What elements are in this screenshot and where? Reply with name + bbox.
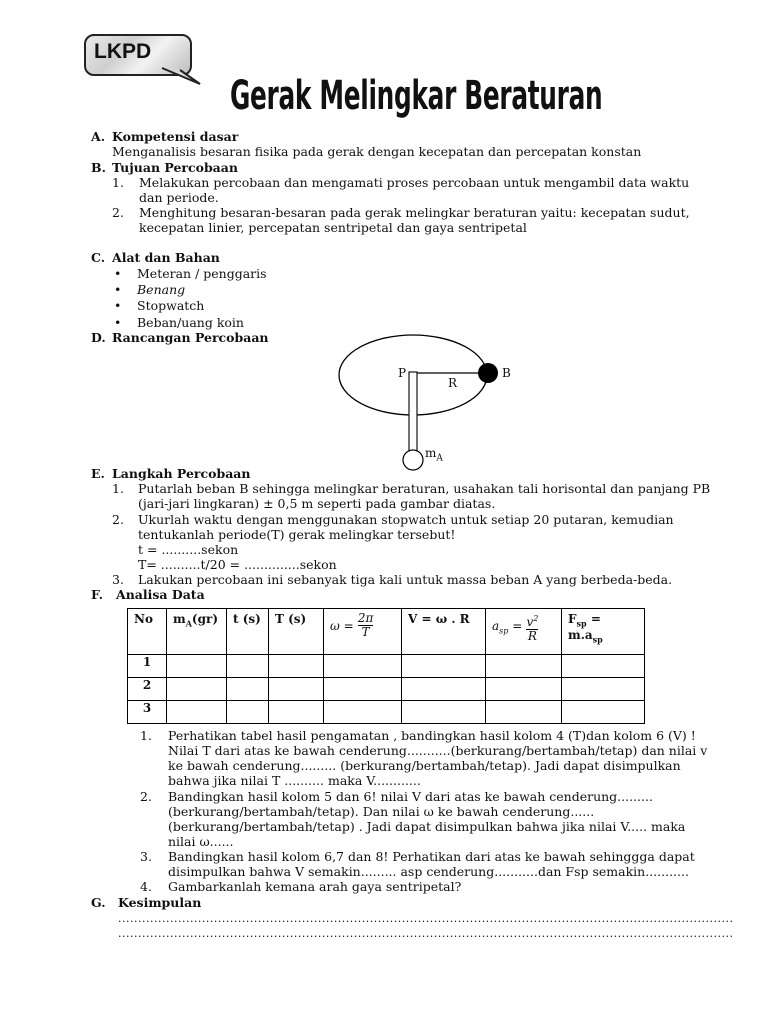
table-header-cell: V = ω . R bbox=[402, 609, 486, 655]
table-header-cell: ω = $\frac{2\pi}{T}$ bbox=[324, 609, 402, 655]
question-number: 2. bbox=[140, 789, 152, 804]
section-c-letter: C. bbox=[91, 250, 106, 265]
list-item: Benang bbox=[137, 282, 186, 297]
conclusion-line[interactable]: .......................................................................................................................................................... bbox=[118, 927, 734, 940]
table-header-row bbox=[128, 609, 645, 655]
list-item: Beban/uang koin bbox=[137, 315, 244, 330]
list-item-number: 1. bbox=[112, 481, 124, 496]
table-header-cell: t (s) bbox=[227, 609, 269, 655]
table-cell[interactable] bbox=[227, 655, 269, 678]
table-cell[interactable] bbox=[269, 678, 324, 701]
question-text: Bandingkan hasil kolom 5 dan 6! nilai V dari atas ke bawah cenderung......... bbox=[168, 789, 653, 804]
list-item-text: tentukanlah periode(T) gerak melingkar tersebut! bbox=[138, 527, 456, 542]
table-cell[interactable] bbox=[324, 701, 402, 724]
question-number: 4. bbox=[140, 879, 152, 894]
table-row bbox=[128, 655, 645, 678]
question-number: 3. bbox=[140, 849, 152, 864]
section-g-letter: G. bbox=[91, 895, 106, 910]
table-cell[interactable] bbox=[402, 678, 486, 701]
question-text: ke bawah cenderung......... (berkurang/bertambah/tetap). Jadi dapat disimpulkan bbox=[168, 758, 681, 773]
list-item-text: Menghitung besaran-besaran pada gerak melingkar beraturan yaitu: kecepatan sudut, bbox=[139, 205, 690, 220]
section-c-title: Alat dan Bahan bbox=[112, 250, 220, 265]
table-header-cell: $m_A(gr)$ bbox=[167, 609, 227, 655]
question-text: Nilai T dari atas ke bawah cenderung...........(berkurang/bertambah/tetap) dan nilai v bbox=[168, 743, 708, 758]
bullet-icon: • bbox=[114, 298, 122, 313]
badge-label: LKPD bbox=[94, 40, 152, 63]
list-item-text: Putarlah beban B sehingga melingkar beraturan, usahakan tali horisontal dan panjang PB bbox=[138, 481, 711, 496]
list-item: Stopwatch bbox=[137, 298, 205, 313]
table-cell[interactable] bbox=[562, 678, 645, 701]
table-header-cell: T (s) bbox=[269, 609, 324, 655]
section-e-letter: E. bbox=[91, 466, 105, 481]
list-item-text: Melakukan percobaan dan mengamati proses percobaan untuk mengambil data waktu bbox=[139, 175, 690, 190]
section-f-letter: F. bbox=[91, 587, 103, 602]
list-item-text: kecepatan linier, percepatan sentripetal dan gaya sentripetal bbox=[139, 220, 527, 235]
list-item-text: Lakukan percobaan ini sebanyak tiga kali untuk massa beban A yang berbeda-beda. bbox=[138, 572, 673, 587]
diagram-label-p: P bbox=[398, 366, 407, 380]
section-d-letter: D. bbox=[91, 330, 106, 345]
table-header-cell: $a_{sp}$ = $\frac{v^2}{R}$ bbox=[486, 609, 562, 655]
question-number: 1. bbox=[140, 728, 152, 743]
page-title: Gerak Melingkar Beraturan bbox=[230, 73, 603, 119]
bullet-icon: • bbox=[114, 282, 122, 297]
section-f-title: Analisa Data bbox=[116, 587, 205, 602]
table-cell[interactable] bbox=[227, 701, 269, 724]
bullet-icon: • bbox=[114, 315, 122, 330]
section-b-title: Tujuan Percobaan bbox=[112, 160, 238, 175]
list-item-text: t = ..........sekon bbox=[138, 542, 239, 557]
list-item-text: T= ..........t/20 = ..............sekon bbox=[138, 557, 337, 572]
question-text: nilai ω...... bbox=[168, 834, 234, 849]
section-g-title: Kesimpulan bbox=[118, 895, 202, 910]
list-item-number: 1. bbox=[112, 175, 124, 190]
table-cell: 3 bbox=[128, 701, 167, 724]
table-cell[interactable] bbox=[486, 701, 562, 724]
analysis-table bbox=[127, 608, 645, 724]
diagram-label-b: B bbox=[502, 366, 511, 380]
table-header-cell: $F_{sp} = m.a_{sp}$ bbox=[562, 609, 645, 655]
table-cell[interactable] bbox=[167, 655, 227, 678]
question-text: (berkurang/bertambah/tetap) . Jadi dapat disimpulkan bahwa jika nilai V..... maka bbox=[168, 819, 686, 834]
table-cell[interactable] bbox=[227, 678, 269, 701]
question-text: Bandingkan hasil kolom 6,7 dan 8! Perhatikan dari atas ke bawah sehinggga dapat bbox=[168, 849, 695, 864]
table-cell[interactable] bbox=[324, 655, 402, 678]
table-header-cell: No bbox=[128, 609, 167, 655]
section-a-text: Menganalisis besaran fisika pada gerak dengan kecepatan dan percepatan konstan bbox=[112, 144, 642, 159]
list-item-number: 2. bbox=[112, 205, 124, 220]
list-item-text: (jari-jari lingkaran) ± 0,5 m seperti pada gambar diatas. bbox=[138, 496, 496, 511]
conclusion-line[interactable]: .......................................................................................................................................................... bbox=[118, 912, 734, 925]
list-item: Meteran / penggaris bbox=[137, 266, 267, 281]
table-cell[interactable] bbox=[402, 701, 486, 724]
table-row bbox=[128, 701, 645, 724]
table-cell[interactable] bbox=[269, 655, 324, 678]
table-cell[interactable] bbox=[562, 701, 645, 724]
question-text: Perhatikan tabel hasil pengamatan , bandingkan hasil kolom 4 (T)dan kolom 6 (V) ! bbox=[168, 728, 696, 743]
section-a-title: Kompetensi dasar bbox=[112, 129, 239, 144]
table-row bbox=[128, 678, 645, 701]
table-cell[interactable] bbox=[486, 655, 562, 678]
question-text: Gambarkanlah kemana arah gaya sentripetal? bbox=[168, 879, 462, 894]
diagram-label-mass: $m_A$ bbox=[425, 446, 443, 464]
list-item-number: 3. bbox=[112, 572, 124, 587]
table-cell[interactable] bbox=[167, 678, 227, 701]
question-text: (berkurang/bertambah/tetap). Dan nilai ω ke bawah cenderung...... bbox=[168, 804, 595, 819]
list-item-text: Ukurlah waktu dengan menggunakan stopwatch untuk setiap 20 putaran, kemudian bbox=[138, 512, 674, 527]
section-e-title: Langkah Percobaan bbox=[112, 466, 251, 481]
bullet-icon: • bbox=[114, 266, 122, 281]
table-cell[interactable] bbox=[402, 655, 486, 678]
table-cell: 2 bbox=[128, 678, 167, 701]
table-cell: 1 bbox=[128, 655, 167, 678]
question-text: disimpulkan bahwa V semakin......... asp cenderung...........dan Fsp semakin........... bbox=[168, 864, 689, 879]
table-cell[interactable] bbox=[269, 701, 324, 724]
section-b-letter: B. bbox=[91, 160, 106, 175]
section-d-title: Rancangan Percobaan bbox=[112, 330, 269, 345]
section-a-letter: A. bbox=[91, 129, 106, 144]
table-cell[interactable] bbox=[562, 655, 645, 678]
diagram-label-r: R bbox=[448, 376, 458, 390]
list-item-text: dan periode. bbox=[139, 190, 219, 205]
badge-tail bbox=[160, 66, 204, 88]
list-item-number: 2. bbox=[112, 512, 124, 527]
question-text: bahwa jika nilai T .......... maka V............ bbox=[168, 773, 421, 788]
table-cell[interactable] bbox=[486, 678, 562, 701]
table-cell[interactable] bbox=[167, 701, 227, 724]
table-cell[interactable] bbox=[324, 678, 402, 701]
